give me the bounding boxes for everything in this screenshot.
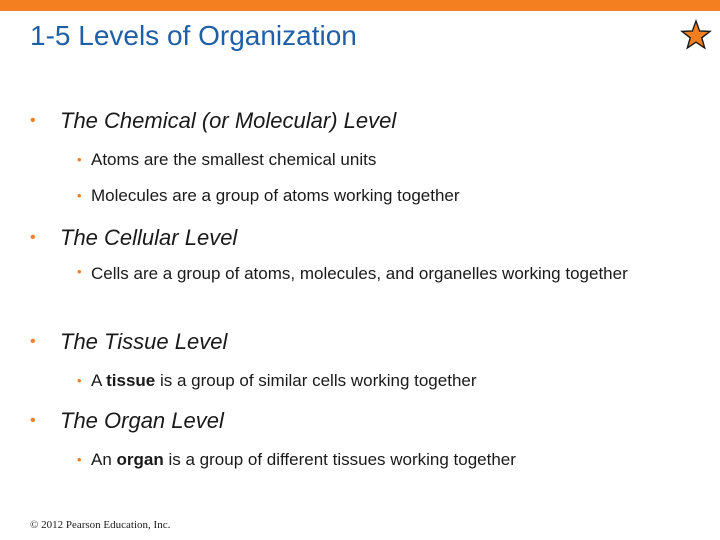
top-accent-bar [0,0,720,11]
page-title: 1-5 Levels of Organization [30,20,357,51]
term-bold: organ [116,450,164,469]
list-item-heading: The Organ Level [60,408,224,433]
bullet-icon: • [30,333,36,350]
bullet-icon: • [77,452,82,467]
sub-list-item-text: An organ is a group of different tissues working together [91,450,516,469]
list-item-heading: The Cellular Level [60,225,238,250]
bullet-icon: • [30,112,36,129]
bullet-icon: • [77,152,82,167]
list-item-heading: The Chemical (or Molecular) Level [60,108,397,133]
copyright-footer: © 2012 Pearson Education, Inc. [30,519,171,531]
star-icon [680,19,712,51]
bullet-icon: • [30,412,36,429]
sub-list-item-text: Atoms are the smallest chemical units [91,150,377,169]
sub-list-item-text: A tissue is a group of similar cells working together [91,371,477,390]
bullet-icon: • [77,188,82,203]
bullet-icon: • [30,229,36,246]
sub-list-item-text: Cells are a group of atoms, molecules, and organelles working together [91,264,628,283]
bullet-icon: • [77,264,82,279]
sub-list-item-text: Molecules are a group of atoms working together [91,186,460,205]
bullet-icon: • [77,373,82,388]
list-item-heading: The Tissue Level [60,329,228,354]
term-bold: tissue [106,371,156,390]
